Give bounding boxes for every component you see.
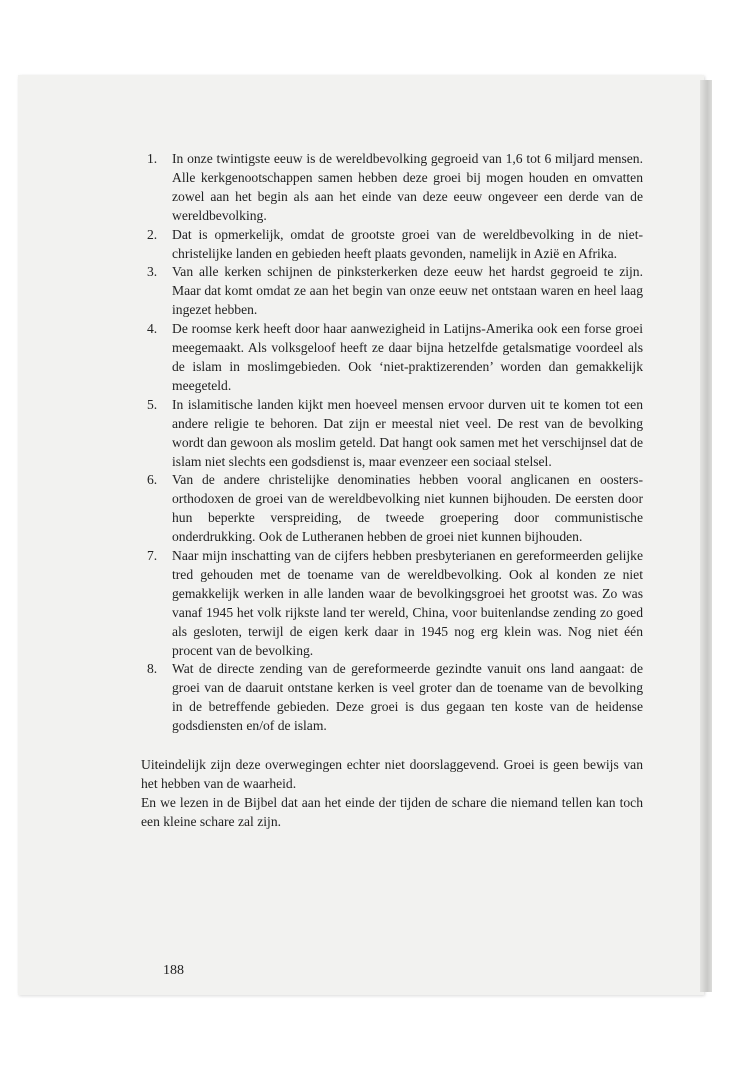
item-number: 2. [147,226,158,242]
item-text: In islamitische landen kijkt men hoeveel mensen ervoor durven uit te komen tot een andere religie te behoren. Dat zijn er meestal niet veel. De rest van de bevolking wordt dan gewoon als moslim geteld. Dat hangt ook samen met het verschijnsel dat de islam niet slechts een godsdienst is, maar evenzeer een sociaal stelsel. [172,396,643,469]
list-item [147,150,643,226]
item-text: Van de andere christelijke denominaties hebben vooral anglicanen en oosters-orthodoxen de groei van de wereldbevolking niet kunnen bijhouden. De eersten door hun beperkte verspreiding, de tweede groepering door communistische onderdrukking. Ook de Lutheranen hebben de groei niet kunnen bijhouden. [172,472,643,545]
item-text: Naar mijn inschatting van de cijfers hebben presbyterianen en gereformeerden gelijke tred gehouden met de toename van de wereldbevolking. Ook al konden ze niet gemakkelijk werken in alle landen waar de bevolkingsgroei het grootst was. Zo was vanaf 1945 het volk rijkste land ter wereld, China, voor buitenlandse zending zo goed als gesloten, terwijl de eigen kerk daar in 1945 nog erg klein was. Nog niet één procent van de bevolking. [172,548,643,658]
item-number: 3. [147,264,158,280]
list-item [147,660,643,736]
list-item [147,263,643,320]
list-item [147,226,643,264]
page-edge [700,80,712,992]
item-text: In onze twintigste eeuw is de wereldbevolking gegroeid van 1,6 tot 6 miljard mensen. Alle kerkgenootschappen samen hebben deze groei bij mogen houden en omvatten zowel aan het begin als aan het einde van deze eeuw ongeveer een derde van de wereldbevolking. [172,151,643,223]
list-item [147,396,643,472]
item-number: 8. [147,661,158,677]
page-number: 188 [163,963,184,978]
numbered-list [147,150,643,736]
closing-paragraph: Uiteindelijk zijn deze overwegingen echter niet doorslaggevend. Groei is geen bewijs van het hebben van de waarheid. [141,757,643,791]
item-number: 5. [147,396,158,412]
list-item [147,547,643,660]
item-text: Wat de directe zending van de gereformeerde gezindte vanuit ons land aangaat: de groei van de daaruit ontstane kerken is veel groter dan de toename van de bevolking in de betreffende gebieden. Deze groei is dus gegaan ten koste van de heidense godsdiensten en/of de islam. [172,661,643,734]
list-item [147,320,643,396]
item-number: 1. [147,151,158,166]
item-text: Dat is opmerkelijk, omdat de grootste groei van de wereldbevolking in de niet-christelijke landen en gebieden heeft plaats gevonden, namelijk in Azië en Afrika. [172,226,643,261]
closing-paragraphs [141,756,643,832]
main-text [141,150,643,832]
item-number: 7. [147,548,158,564]
item-number: 4. [147,321,158,337]
list-item [147,471,643,547]
item-text: Van alle kerken schijnen de pinksterkerken deze eeuw het hardst gegroeid te zijn. Maar dat komt omdat ze aan het begin van onze eeuw net ontstaan waren en heel laag ingezet hebben. [172,264,643,318]
item-text: De roomse kerk heeft door haar aanwezigheid in Latijns-Amerika ook een forse groei meegemaakt. Als volksgeloof heeft ze daar bijna hetzelfde getalsmatige voordeel als de islam in moslimgebieden. Ook ‘niet-praktizerenden’ worden dan gemakkelijk meegeteld. [172,321,643,393]
item-number: 6. [147,472,158,488]
closing-paragraph: En we lezen in de Bijbel dat aan het einde der tijden de schare die niemand tellen kan toch een kleine schare zal zijn. [141,794,643,829]
